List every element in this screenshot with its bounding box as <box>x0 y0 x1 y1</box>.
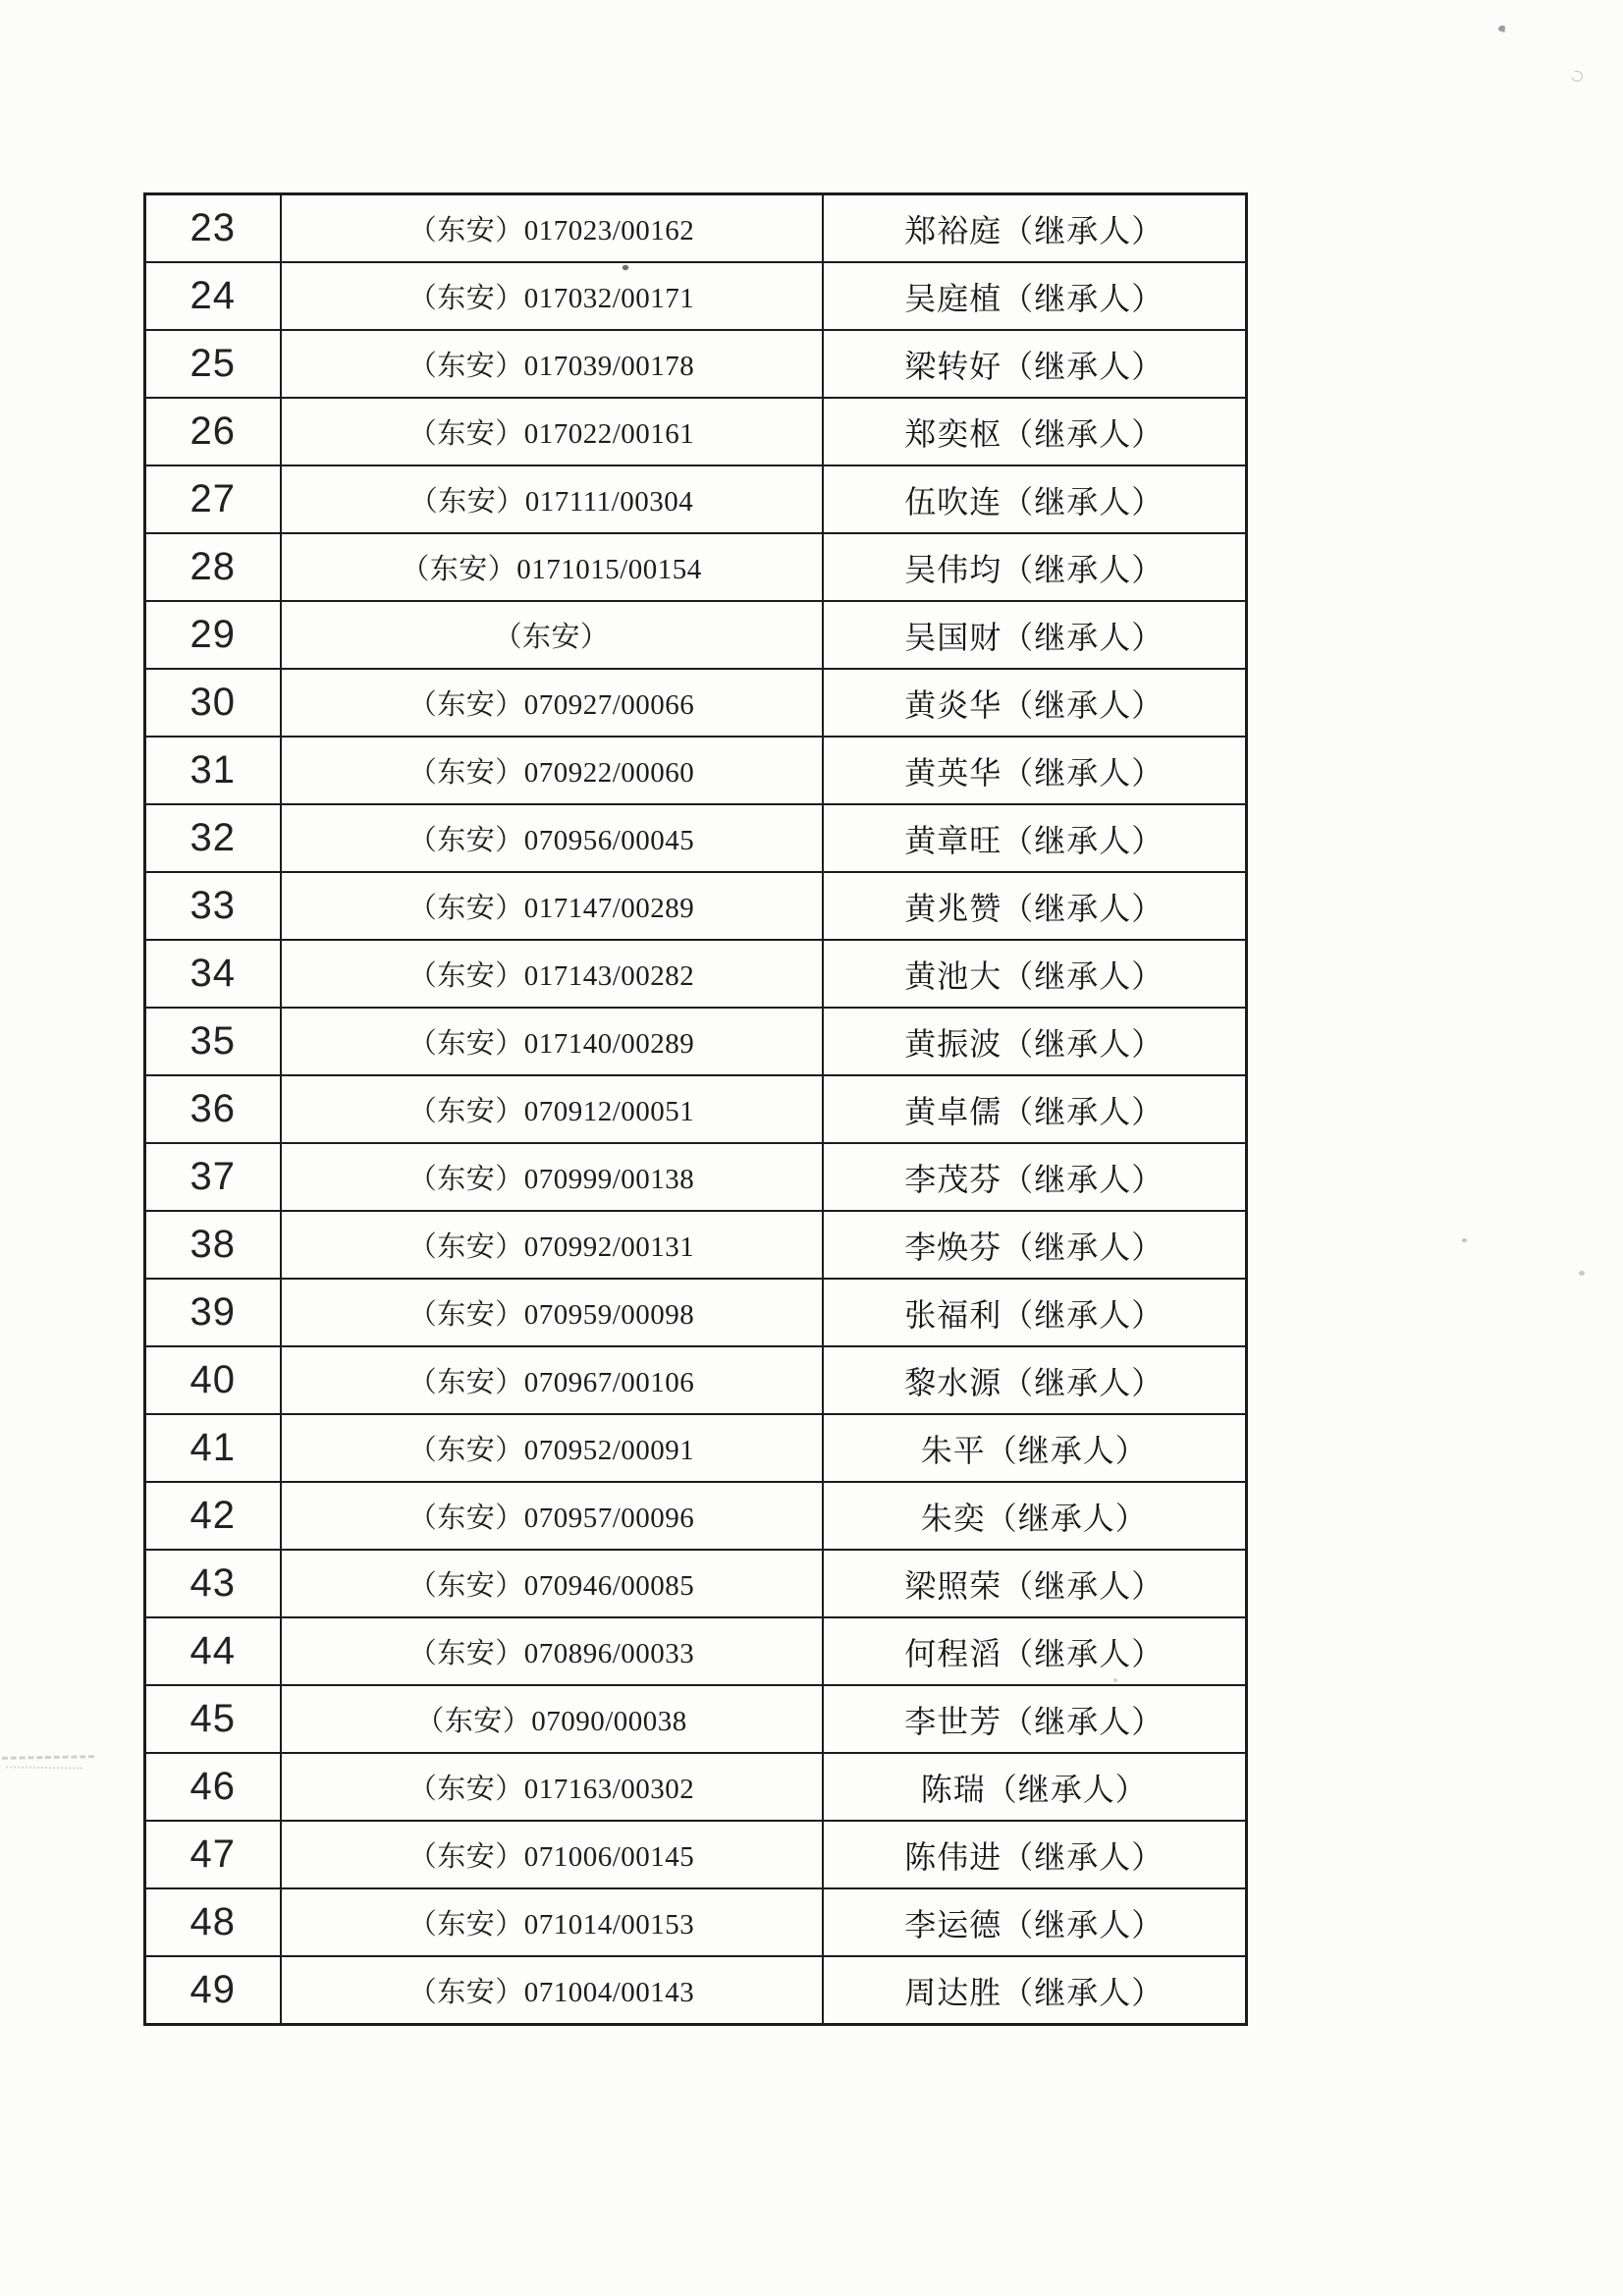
table-row <box>145 1008 1247 1075</box>
row-number-cell: 32 <box>145 804 281 872</box>
certificate-cell: （东安）07090/00038 <box>281 1685 823 1753</box>
certificate-cell: （东安）017147/00289 <box>281 872 823 940</box>
table-row <box>145 1414 1247 1482</box>
scan-pencil-mark <box>6 1766 82 1769</box>
certificate-cell: （东安）017111/00304 <box>281 465 823 533</box>
certificate-cell: （东安）017140/00289 <box>281 1008 823 1075</box>
row-number-cell: 24 <box>145 262 281 330</box>
table-row <box>145 1346 1247 1414</box>
table-row <box>145 601 1247 669</box>
row-number-cell: 25 <box>145 330 281 398</box>
row-number-cell: 45 <box>145 1685 281 1753</box>
certificate-cell: （东安）070992/00131 <box>281 1211 823 1279</box>
name-cell: 张福利（继承人） <box>823 1279 1247 1346</box>
certificate-cell: （东安）017143/00282 <box>281 940 823 1008</box>
row-number-cell: 43 <box>145 1550 281 1617</box>
row-number-cell: 39 <box>145 1279 281 1346</box>
certificate-cell: （东安）071004/00143 <box>281 1956 823 2025</box>
certificate-cell: （东安）017022/00161 <box>281 398 823 465</box>
row-number-cell: 23 <box>145 194 281 263</box>
row-number-cell: 42 <box>145 1482 281 1550</box>
name-cell: 梁照荣（继承人） <box>823 1550 1247 1617</box>
table-row <box>145 1821 1247 1888</box>
certificate-cell: （东安）070896/00033 <box>281 1617 823 1685</box>
table-row <box>145 804 1247 872</box>
table-row <box>145 1753 1247 1821</box>
name-cell: 黄卓儒（继承人） <box>823 1075 1247 1143</box>
table-row <box>145 533 1247 601</box>
table-row <box>145 262 1247 330</box>
row-number-cell: 37 <box>145 1143 281 1211</box>
certificate-cell: （东安） <box>281 601 823 669</box>
table-row <box>145 1075 1247 1143</box>
table-row <box>145 1482 1247 1550</box>
row-number-cell: 31 <box>145 737 281 804</box>
certificate-cell: （东安）070946/00085 <box>281 1550 823 1617</box>
certificate-cell: （东安）070957/00096 <box>281 1482 823 1550</box>
row-number-cell: 35 <box>145 1008 281 1075</box>
table-body <box>145 194 1247 2025</box>
name-cell: 黄章旺（继承人） <box>823 804 1247 872</box>
row-number-cell: 36 <box>145 1075 281 1143</box>
name-cell: 李世芳（继承人） <box>823 1685 1247 1753</box>
scan-speck <box>1498 26 1505 31</box>
name-cell: 吴伟均（继承人） <box>823 533 1247 601</box>
table-row <box>145 1617 1247 1685</box>
row-number-cell: 29 <box>145 601 281 669</box>
table-row <box>145 1550 1247 1617</box>
certificate-cell: （东安）070959/00098 <box>281 1279 823 1346</box>
table-row <box>145 940 1247 1008</box>
row-number-cell: 34 <box>145 940 281 1008</box>
certificate-cell: （东安）070952/00091 <box>281 1414 823 1482</box>
name-cell: 李茂芬（继承人） <box>823 1143 1247 1211</box>
table-row <box>145 194 1247 263</box>
row-number-cell: 30 <box>145 669 281 737</box>
name-cell: 黄振波（继承人） <box>823 1008 1247 1075</box>
certificate-cell: （东安）017023/00162 <box>281 194 823 263</box>
name-cell: 伍吹连（继承人） <box>823 465 1247 533</box>
name-cell: 吴国财（继承人） <box>823 601 1247 669</box>
name-cell: 朱奕（继承人） <box>823 1482 1247 1550</box>
name-cell: 李焕芬（继承人） <box>823 1211 1247 1279</box>
row-number-cell: 49 <box>145 1956 281 2025</box>
certificate-cell: （东安）071014/00153 <box>281 1888 823 1956</box>
scan-speck <box>1569 69 1585 83</box>
certificate-cell: （东安）017163/00302 <box>281 1753 823 1821</box>
name-cell: 何程滔（继承人） <box>823 1617 1247 1685</box>
name-cell: 梁转好（继承人） <box>823 330 1247 398</box>
table-row <box>145 737 1247 804</box>
table-row <box>145 330 1247 398</box>
certificate-cell: （东安）070999/00138 <box>281 1143 823 1211</box>
certificate-cell: （东安）017039/00178 <box>281 330 823 398</box>
certificate-cell: （东安）070922/00060 <box>281 737 823 804</box>
row-number-cell: 26 <box>145 398 281 465</box>
name-cell: 黄炎华（继承人） <box>823 669 1247 737</box>
table-row <box>145 1211 1247 1279</box>
row-number-cell: 44 <box>145 1617 281 1685</box>
table-row <box>145 1956 1247 2025</box>
certificate-cell: （东安）070967/00106 <box>281 1346 823 1414</box>
table-row <box>145 872 1247 940</box>
certificate-cell: （东安）0171015/00154 <box>281 533 823 601</box>
table-row <box>145 398 1247 465</box>
row-number-cell: 46 <box>145 1753 281 1821</box>
name-cell: 朱平（继承人） <box>823 1414 1247 1482</box>
certificate-cell: （东安）070912/00051 <box>281 1075 823 1143</box>
table-row <box>145 1685 1247 1753</box>
table-row <box>145 465 1247 533</box>
name-cell: 周达胜（继承人） <box>823 1956 1247 2025</box>
table-row <box>145 669 1247 737</box>
row-number-cell: 40 <box>145 1346 281 1414</box>
row-number-cell: 41 <box>145 1414 281 1482</box>
table-row <box>145 1279 1247 1346</box>
heir-certificate-table <box>143 192 1248 2026</box>
name-cell: 李运德（继承人） <box>823 1888 1247 1956</box>
table-row <box>145 1888 1247 1956</box>
row-number-cell: 48 <box>145 1888 281 1956</box>
name-cell: 黄兆赞（继承人） <box>823 872 1247 940</box>
certificate-cell: （东安）070927/00066 <box>281 669 823 737</box>
row-number-cell: 27 <box>145 465 281 533</box>
row-number-cell: 33 <box>145 872 281 940</box>
name-cell: 黄池大（继承人） <box>823 940 1247 1008</box>
row-number-cell: 47 <box>145 1821 281 1888</box>
table-row <box>145 1143 1247 1211</box>
scan-speck <box>1462 1238 1467 1242</box>
row-number-cell: 38 <box>145 1211 281 1279</box>
certificate-cell: （东安）070956/00045 <box>281 804 823 872</box>
name-cell: 陈伟进（继承人） <box>823 1821 1247 1888</box>
certificate-cell: （东安）071006/00145 <box>281 1821 823 1888</box>
name-cell: 黄英华（继承人） <box>823 737 1247 804</box>
name-cell: 陈瑞（继承人） <box>823 1753 1247 1821</box>
name-cell: 郑裕庭（继承人） <box>823 194 1247 263</box>
name-cell: 郑奕枢（继承人） <box>823 398 1247 465</box>
name-cell: 吴庭植（继承人） <box>823 262 1247 330</box>
name-cell: 黎水源（继承人） <box>823 1346 1247 1414</box>
scan-speck <box>1579 1271 1585 1276</box>
certificate-cell: （东安）017032/00171 <box>281 262 823 330</box>
scan-pencil-mark <box>2 1755 94 1760</box>
row-number-cell: 28 <box>145 533 281 601</box>
